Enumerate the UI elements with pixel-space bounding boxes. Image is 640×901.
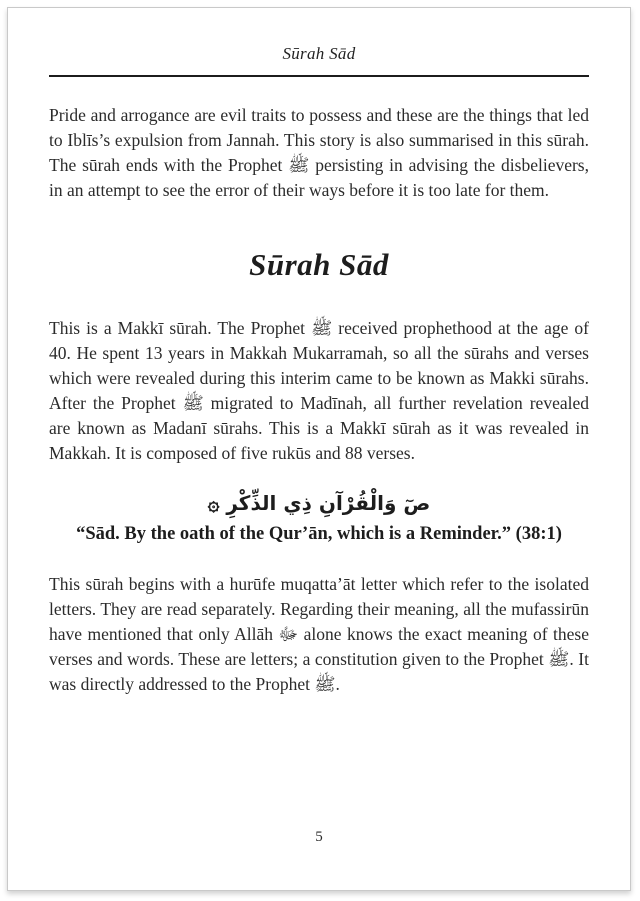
header-divider-rule <box>49 75 589 77</box>
page-number: 5 <box>315 829 323 845</box>
context-paragraph: This is a Makkī sūrah. The Prophet ﷺ received prophethood at the age of 40. He spent 13 years in Makkah Mukarramah, so all the sūrahs and verses which were revealed during this interim came to be known as Makki sūrahs. After the Prophet ﷺ migrated to Madīnah, all further revelation revealed are known as Madanī sūrahs. This is a Makkī sūrah as it was revealed in Makkah. It is composed of five rukūs and 88 verses. <box>49 318 589 463</box>
intro-paragraph: Pride and arrogance are evil traits to possess and these are the things that led to Iblīs’s expulsion from Jannah. This story is also summarised in this sūrah. The sūrah ends with the Prophet ﷺ persisting in advising the disbelievers, in an attempt to see the error of their ways before it is too late for them. <box>49 105 589 200</box>
page-content <box>8 44 630 697</box>
running-header-title: Sūrah Sād <box>282 44 356 63</box>
discussion-paragraph: This sūrah begins with a hurūfe muqatta’āt letter which refer to the isolated letters. They are read separately. Regarding their meaning, all the mufassirūn have mentioned that only Allāh ﷻ alone knows the exact meaning of these verses and words. These are letters; a constitution given to the Prophet ﷺ. It was directly addressed to the Prophet ﷺ. <box>49 574 589 694</box>
verse-translation: “Sād. By the oath of the Qur’ān, which is a Reminder.” (38:1) <box>76 524 562 544</box>
arabic-verse: صٓ وَالْقُرْآنِ ذِي الذِّكْرِ ۞ <box>207 491 431 515</box>
book-page <box>7 7 631 891</box>
section-title: Sūrah Sād <box>249 247 389 282</box>
